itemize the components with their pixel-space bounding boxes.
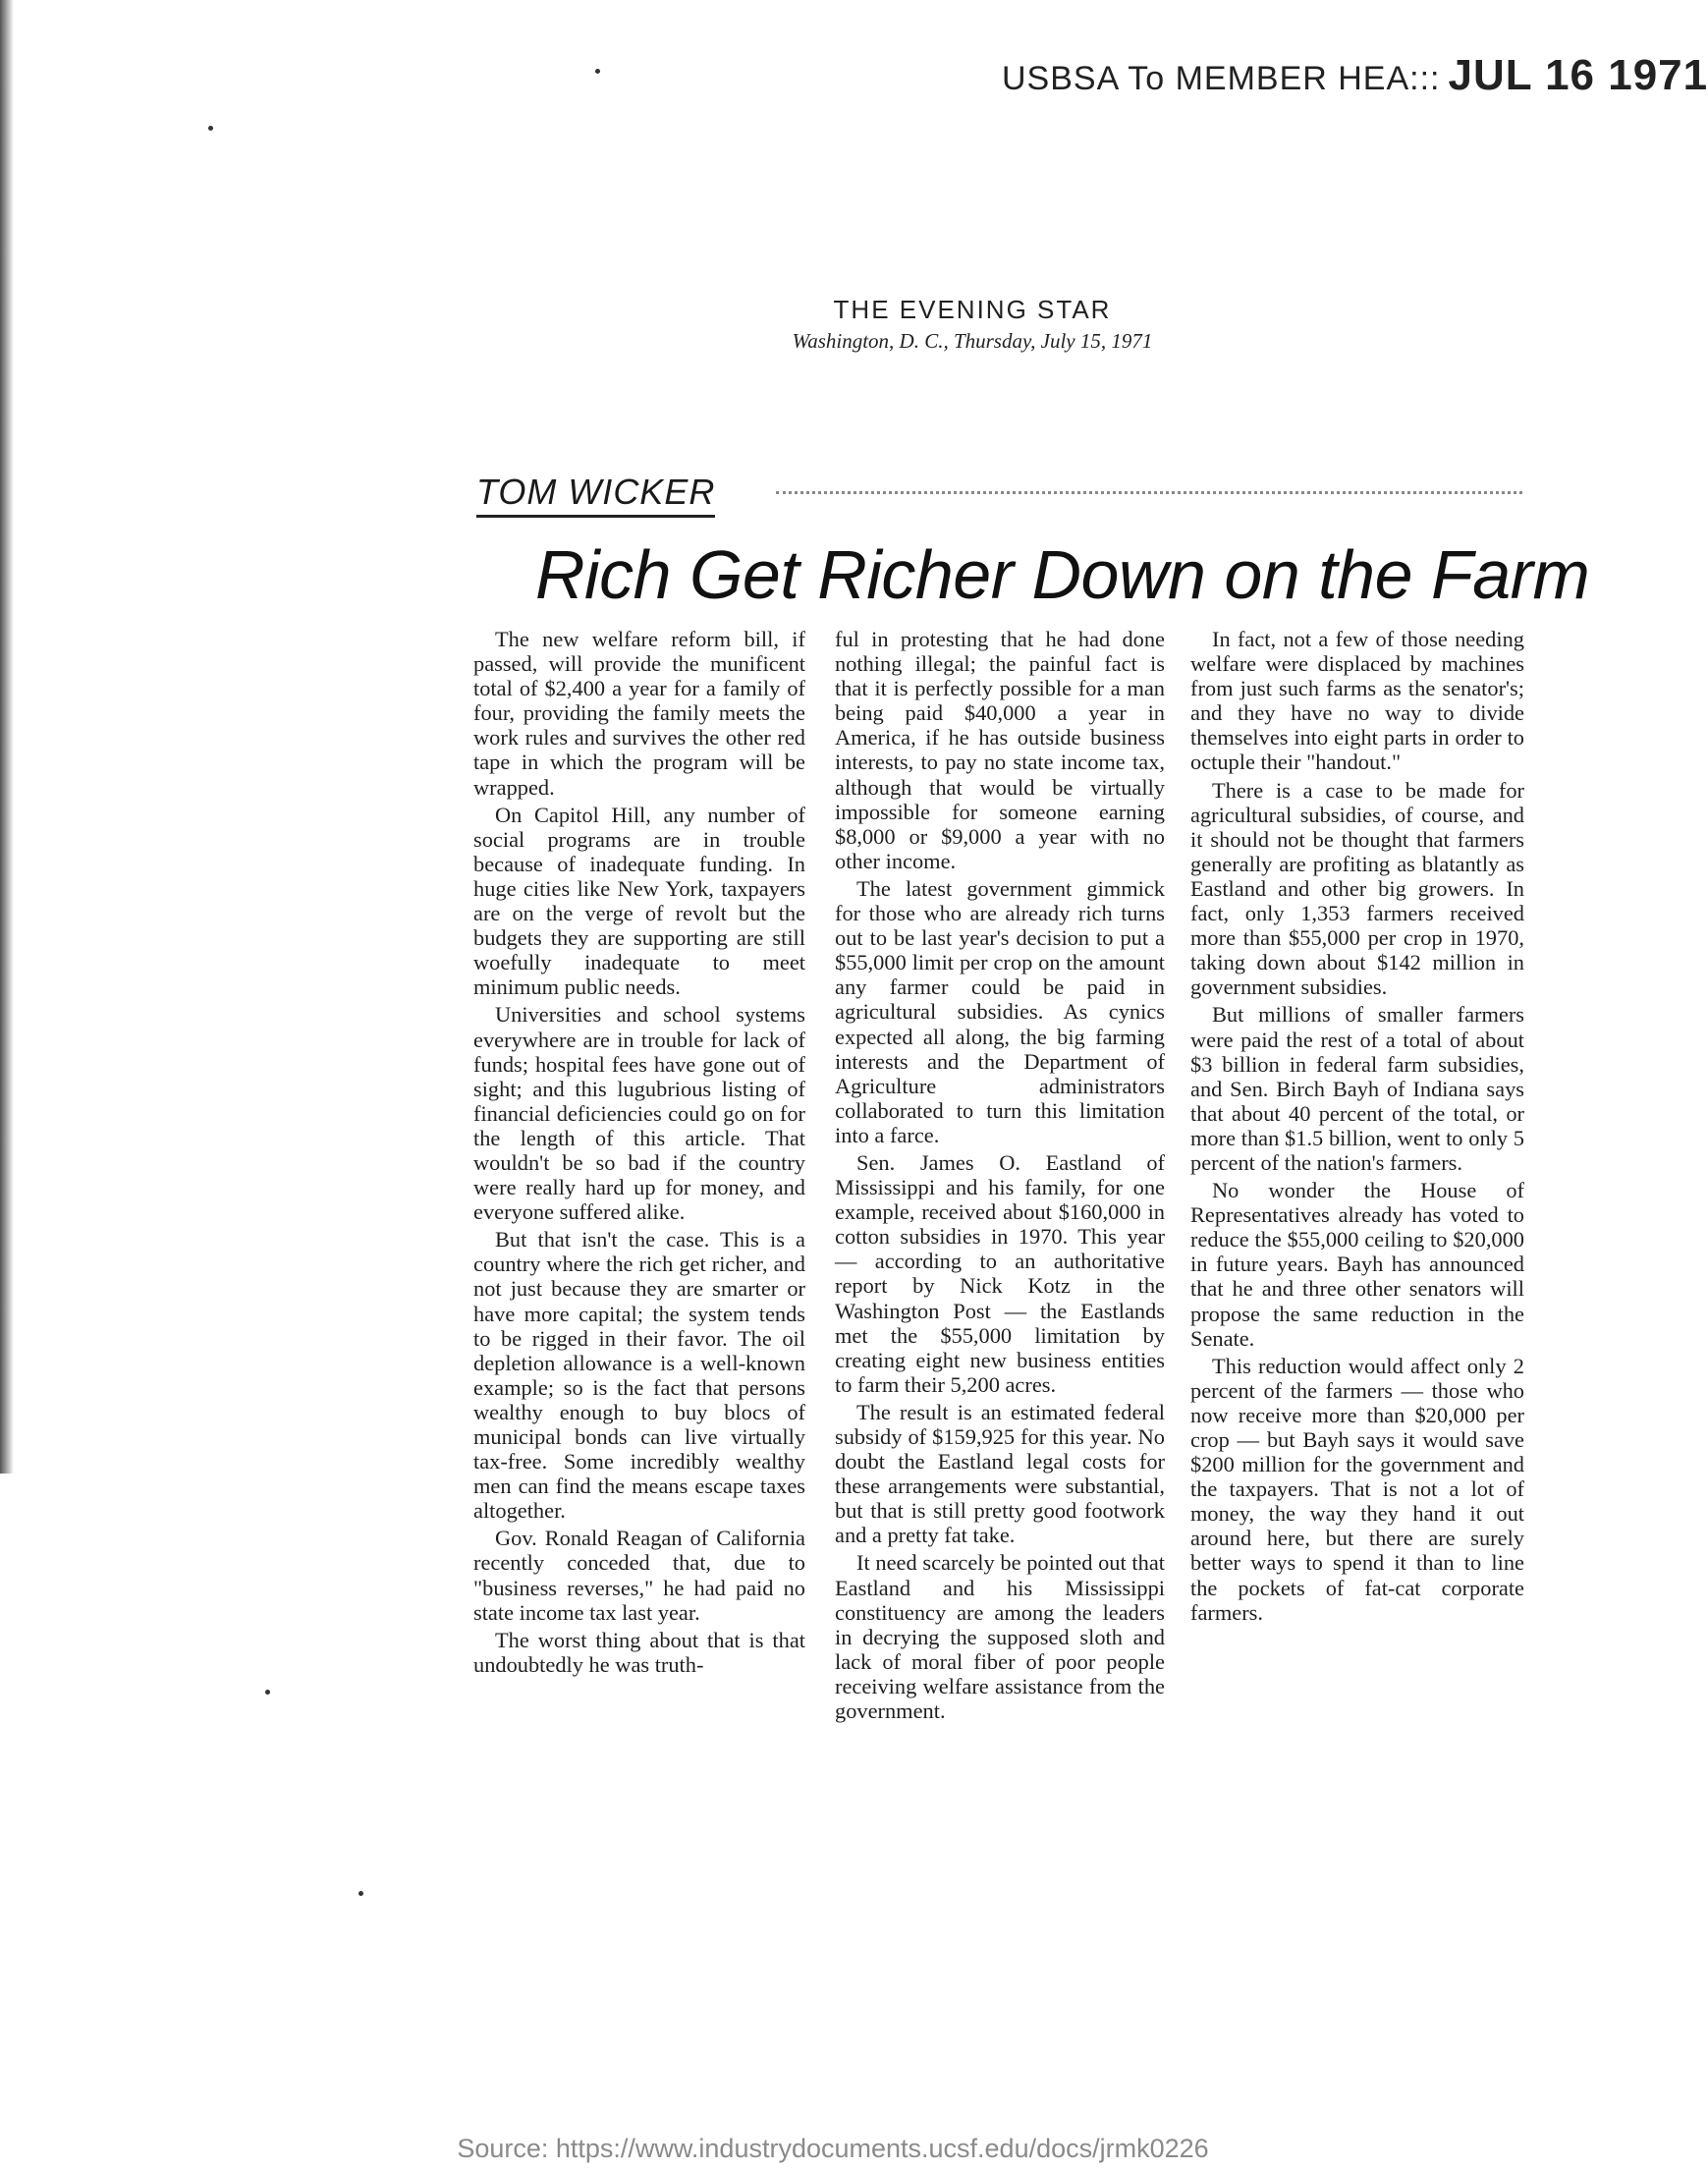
stamp-text: USBSA To MEMBER HEA::: [1002,60,1441,97]
paragraph: No wonder the House of Representatives already has voted to reduce the $55,000 ceiling to $20,000 in future years. Bayh has announced that he and three other senators will propose the same reduction in the Senate. [1190,1178,1524,1351]
paragraph: But that isn't the case. This is a country where the rich get richer, and not just because they are smarter or have more capital; the system tends to be rigged in their favor. The oil depletion allowance is a well-known example; so is the fact that persons wealthy enough to buy blocs of municipal bonds can live virtually tax-free. Some incredibly wealthy men can find the means escape taxes altogether. [473,1227,805,1524]
paragraph: It need scarcely be pointed out that Eastland and his Mississippi constituency are among the leaders in decrying the supposed sloth and lack of moral fiber of poor people receiving welfare assistance from the government. [835,1550,1165,1724]
article-headline: Rich Get Richer Down on the Farm [535,536,1590,613]
paragraph: There is a case to be made for agricultural subsidies, of course, and it should not be thought that farmers generally are profiting as blatantly as Eastland and other big growers. In fact, only 1,353 farmers received more than $55,000 per crop in 1970, taking down about $142 million in government subsidies. [1190,777,1524,1000]
scan-speck [595,69,600,74]
source-citation: Source: https://www.industrydocuments.ucsf.edu/docs/jrmk0226 [457,2134,1209,2163]
scan-speck [265,1690,270,1695]
newspaper-name: THE EVENING STAR [833,295,1112,324]
author-byline: TOM WICKER [476,472,715,518]
paragraph: But millions of smaller farmers were paid the rest of a total of about $3 billion in federal farm subsidies, and Sen. Birch Bayh of Indiana says that about 40 percent of the total, or more than $1.5 billion, went to only 5 percent of the nation's farmers. [1190,1002,1524,1175]
article-column-2 [835,627,1165,1726]
paragraph: Gov. Ronald Reagan of California recently conceded that, due to "business reverses," he had paid no state income tax last year. [473,1526,805,1625]
paragraph: This reduction would affect only 2 percent of the farmers — those who now receive more than $20,000 per crop — but Bayh says it would save $200 million for the government and the taxpayers. That is not a lot of money, the way they hand it out around here, but there are surely better ways to spend it than to line the pockets of fat-cat corporate farmers. [1190,1353,1524,1625]
article-column-1 [473,627,805,1680]
paragraph: ful in protesting that he had done nothing illegal; the painful fact is that it is perfectly possible for a man being paid $40,000 a year in America, if he has outside business interests, to pay no state income tax, although that would be virtually impossible for someone earning $8,000 or $9,000 a year with no other income. [835,627,1165,873]
paragraph: The worst thing about that is that undoubtedly he was truth- [473,1627,805,1677]
byline-rule [776,491,1522,494]
scan-edge-shadow [0,0,14,1474]
stamp-date: JUL 16 1971 [1448,51,1708,99]
paragraph: In fact, not a few of those needing welfare were displaced by machines from just such farms as the senator's; and they have no way to divide themselves into eight parts in order to octuple their "handout." [1190,627,1524,775]
scan-speck [358,1891,363,1896]
newspaper-dateline: Washington, D. C., Thursday, July 15, 1971 [792,329,1153,353]
paragraph: The new welfare reform bill, if passed, will provide the munificent total of $2,400 a year for a family of four, providing the family meets the work rules and survives the other red tape in which the program will be wrapped. [473,627,805,800]
newspaper-masthead [746,295,1198,354]
paragraph: The latest government gimmick for those who are already rich turns out to be last year's decision to put a $55,000 limit per crop on the amount any farmer could be paid in agricultural subsidies. As cynics expected all along, the big farming interests and the Department of Agriculture administrators collaborated to turn this limitation into a farce. [835,875,1165,1147]
article-column-3 [1190,627,1524,1628]
scan-speck [208,126,213,131]
paragraph: Universities and school systems everywhere are in trouble for lack of funds; hospital fees have gone out of sight; and this lugubrious listing of financial deficiencies could go on for the length of this article. That wouldn't be so bad if the country were really hard up for money, and everyone suffered alike. [473,1002,805,1225]
received-stamp [1002,51,1708,100]
paragraph: Sen. James O. Eastland of Mississippi and his family, for one example, received about $160,000 in cotton subsidies in 1970. This year — according to an authoritative report by Nick Kotz in the Washington Post — the Eastlands met the $55,000 limitation by creating eight new business entities to farm their 5,200 acres. [835,1149,1165,1397]
paragraph: The result is an estimated federal subsidy of $159,925 for this year. No doubt the Eastland legal costs for these arrangements were substantial, but that is still pretty good footwork and a pretty fat take. [835,1399,1165,1548]
paragraph: On Capitol Hill, any number of social programs are in trouble because of inadequate funding. In huge cities like New York, taxpayers are on the verge of revolt but the budgets they are supporting are still woefully inadequate to meet minimum public needs. [473,802,805,1000]
